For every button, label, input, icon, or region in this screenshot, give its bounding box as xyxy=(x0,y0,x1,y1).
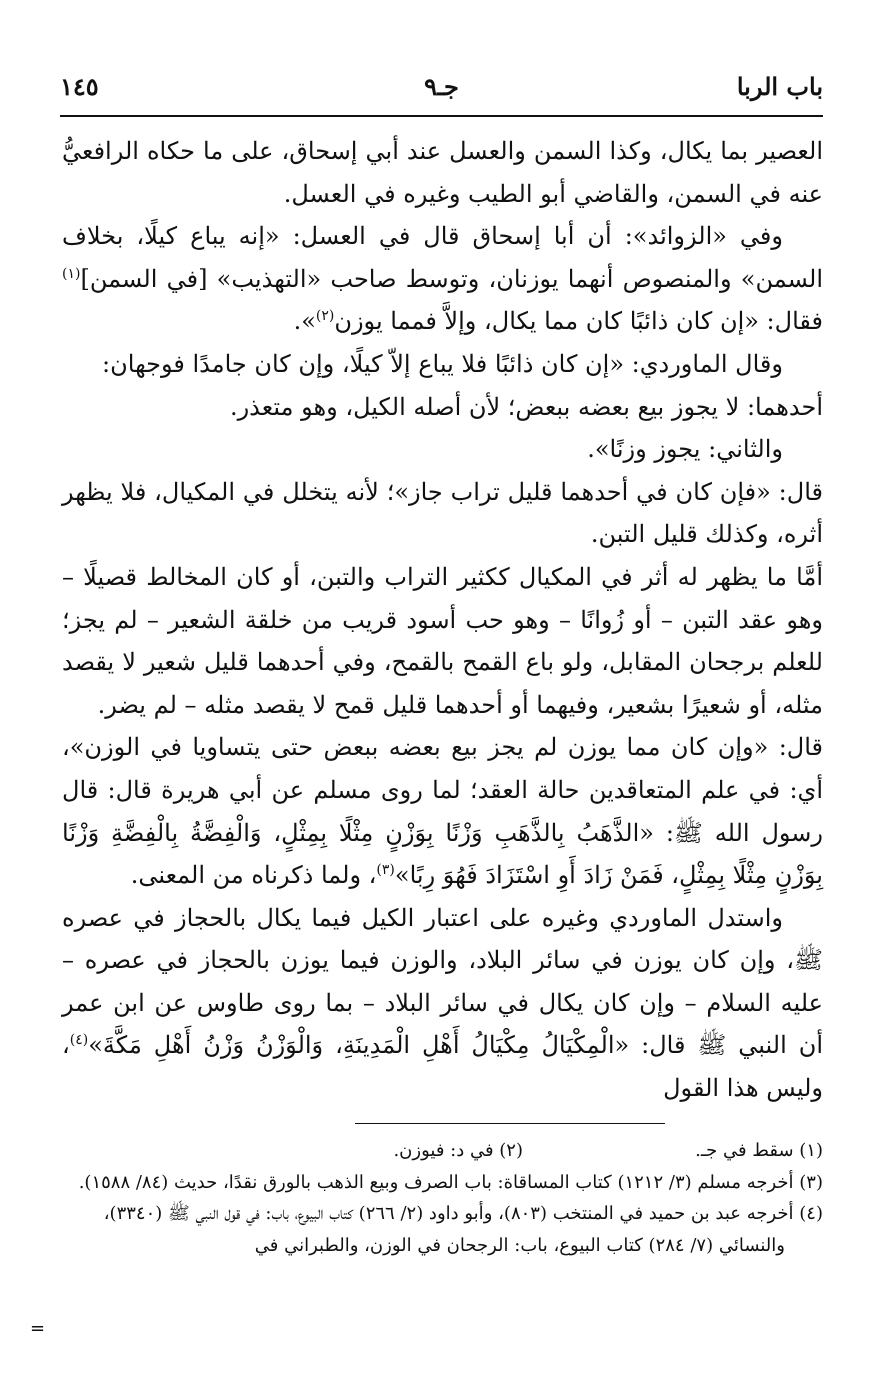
paragraph-9-part-a: واستدل الماوردي وغيره على اعتبار الكيل فيما يكال بالحجاز في عصره ﷺ، وإن كان يوزن في سائر البلاد، والوزن فيما يوزن بالحجاز في عصره – عليه السلام – وإن كان يكال في سائر البلاد – بما روى طاوس عن ابن عمر أن النبي ﷺ قال: «الْمِكْيَالُ مِكْيَالُ أَهْلِ الْمَدِينَةِ، وَالْوَزْنُ وَزْنُ أَهْلِ مَكَّةَ» xyxy=(62,903,823,1060)
footnote-4: (٤) أخرجه عبد بن حميد في المنتخب (٨٠٣)، وأبو داود (٢/ ٢٦٦) كتاب البيوع، باب: في قول النبي ﷺ (٣٣٤٠)، والنسائي (٧/ ٢٨٤) كتاب البيوع، باب: الرجحان في الوزن، والطبراني في xyxy=(103,1203,823,1256)
paragraph-7: أمَّا ما يظهر له أثر في المكيال ككثير التراب والتبن، أو كان المخالط قصيلًا – وهو عقد التبن – أو زُوانًا – وهو حب أسود قريب من خلقة الشعير – لم يجز؛ للعلم برجحان المقابل، ولو باع القمح بالقمح، وفي أحدهما قليل شعير لا يقصد مثله، أو شعيرًا بشعير، وفيهما أو أحدهما قليل قمح لا يقصد مثله – لم يضر. xyxy=(62,562,823,719)
paragraph-8-part-b: ، ولما ذكرناه من المعنى. xyxy=(130,861,377,890)
footnote-ref-2[interactable]: (٢) xyxy=(315,308,335,325)
footnote-ref-3[interactable]: (٣) xyxy=(376,862,395,879)
footnotes xyxy=(62,1135,823,1261)
footnote-row xyxy=(62,1135,823,1167)
footnote-1: (١) سقط في جـ. xyxy=(695,1140,823,1161)
header-rule xyxy=(60,115,823,117)
paragraph-5: والثاني: يجوز وزنًا». xyxy=(587,435,783,464)
continuation-mark: = xyxy=(30,1318,46,1339)
volume-label: جـ٩ xyxy=(424,72,459,101)
paragraph-8 xyxy=(62,726,823,896)
page-header xyxy=(60,72,823,112)
paragraph-2-part-b: فقال: «إن كان ذائبًا كان مما يكال، وإلاَّ فمما يوزن xyxy=(334,307,823,336)
chapter-title: باب الربا xyxy=(736,72,823,101)
page-number: ١٤٥ xyxy=(60,72,99,101)
paragraph-8-part-a: قال: «وإن كان مما يوزن لم يجز بيع بعضه ببعض حتى يتساويا في الوزن»، أي: في علم المتعاقدين حالة العقد؛ لما روى مسلم عن أبي هريرة قال: قال رسول الله ﷺ: «الذَّهَبُ بِالذَّهَبِ وَزْنًا بِوَزْنٍ مِثْلًا بِمِثْلٍ، وَالْفِضَّةُ بِالْفِضَّةِ وَزْنًا بِوَزْنٍ مِثْلًا بِمِثْلٍ، فَمَنْ زَادَ أَوِ اسْتَزَادَ فَهُوَ رِبًا» xyxy=(62,733,823,890)
footnote-ref-1[interactable]: (١) xyxy=(62,265,81,282)
paragraph-2-part-c: ». xyxy=(293,307,316,336)
paragraph-9-part-b: ، وليس هذا القول xyxy=(62,1031,823,1103)
footnote-rule xyxy=(355,1123,665,1124)
paragraph-2 xyxy=(62,215,823,343)
paragraph-1: العصير بما يكال، وكذا السمن والعسل عند أبي إسحاق، على ما حكاه الرافعيُّ عنه في السمن، والقاضي أبو الطيب وغيره في العسل. xyxy=(62,137,823,208)
footnote-ref-4[interactable]: (٤) xyxy=(69,1032,89,1049)
paragraph-9 xyxy=(62,897,823,1110)
footnote-2: (٢) في د: فيوزن. xyxy=(393,1140,523,1161)
body-text xyxy=(62,130,823,1105)
paragraph-6: قال: «فإن كان في أحدهما قليل تراب جاز»؛ لأنه يتخلل في المكيال، فلا يظهر أثره، وكذلك قليل التبن. xyxy=(62,477,823,549)
paragraph-3: وقال الماوردي: «إن كان ذائبًا فلا يباع إلاّ كيلًا، وإن كان جامدًا فوجهان: xyxy=(102,349,783,378)
footnote-3: (٣) أخرجه مسلم (٣/ ١٢١٢) كتاب المساقاة: باب الصرف وبيع الذهب بالورق نقدًا، حديث (٨٤/ ١٥٨٨). xyxy=(78,1171,823,1193)
paragraph-2-part-a: وفي «الزوائد»: أن أبا إسحاق قال في العسل: «إنه يباع كيلًا، بخلاف السمن» والمنصوص أنهما يوزنان، وتوسط صاحب «التهذيب» [في السمن] xyxy=(62,222,823,293)
paragraph-4: أحدهما: لا يجوز بيع بعضه ببعض؛ لأن أصله الكيل، وهو متعذر. xyxy=(229,392,823,421)
